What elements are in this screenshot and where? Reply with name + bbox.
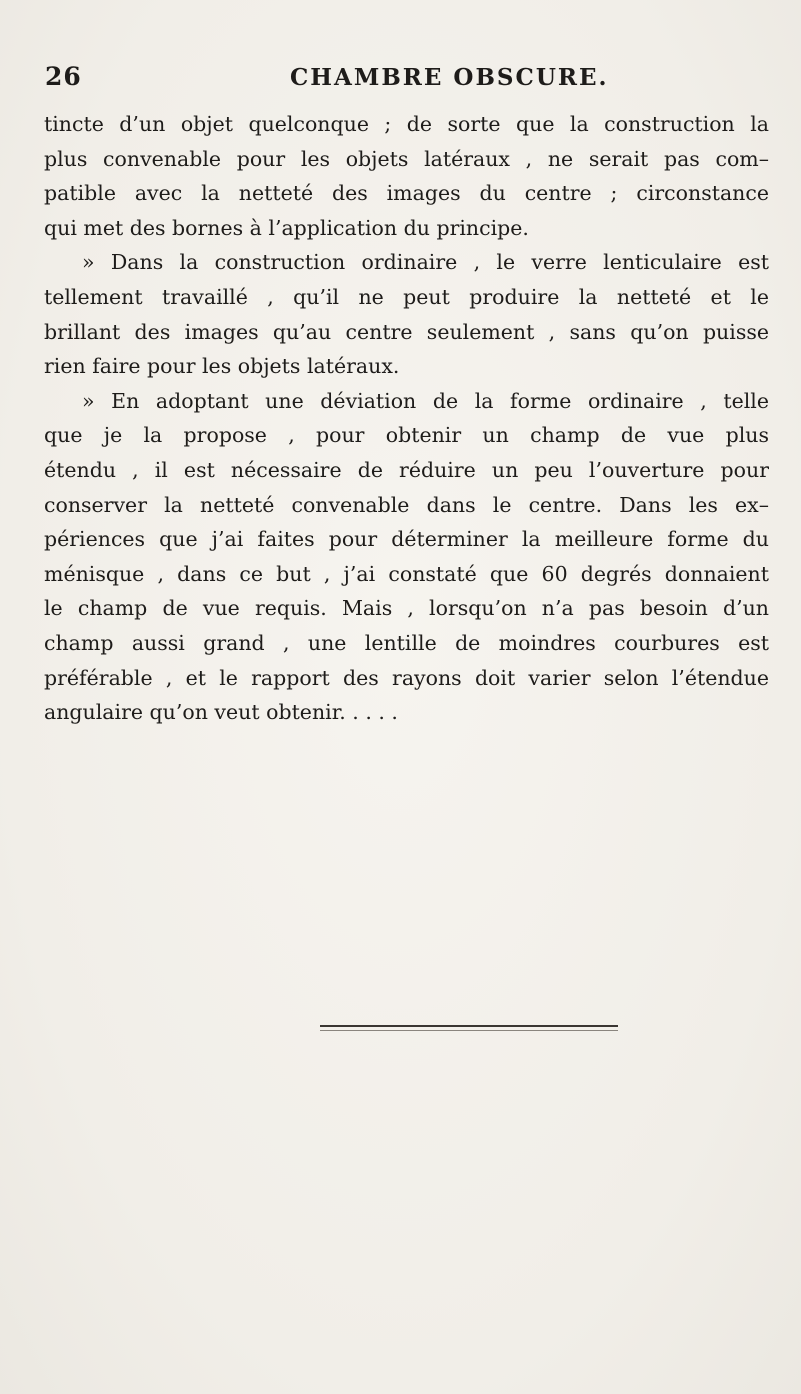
running-head: [0, 62, 801, 98]
text-line: qui met des bornes à l’application du principe.: [44, 215, 529, 240]
running-title: CHAMBRE OBSCURE.: [290, 64, 609, 91]
text-line: ménisque , dans ce but , j’ai constaté que 60 degrés donnaient: [44, 561, 769, 586]
text-line: brillant des images qu’au centre seulement , sans qu’on puisse: [44, 319, 769, 344]
text-line: » En adoptant une déviation de la forme ordinaire , telle: [82, 388, 769, 413]
section-rule-thin: [320, 1030, 618, 1031]
text-line: que je la propose , pour obtenir un champ de vue plus: [44, 423, 769, 448]
text-line: le champ de vue requis. Mais , lorsqu’on n’a pas besoin d’un: [44, 596, 769, 621]
body-text: [44, 107, 769, 730]
text-line: tellement travaillé , qu’il ne peut produire la netteté et le: [44, 284, 769, 309]
text-line: préférable , et le rapport des rayons doit varier selon l’étendue: [44, 665, 769, 690]
page-number: 26: [45, 62, 82, 91]
text-line: périences que j’ai faites pour déterminer la meilleure forme du: [44, 527, 769, 552]
text-line: conserver la netteté convenable dans le centre. Dans les ex–: [44, 492, 769, 517]
text-line: rien faire pour les objets latéraux.: [44, 354, 400, 379]
text-line: étendu , il est nécessaire de réduire un peu l’ouverture pour: [44, 457, 769, 482]
text-line: tincte d’un objet quelconque ; de sorte que la construction la: [44, 112, 769, 136]
text-line: patible avec la netteté des images du centre ; circonstance: [44, 181, 769, 206]
text-line: plus convenable pour les objets latéraux , ne serait pas com–: [44, 146, 769, 171]
section-rule: [320, 1025, 618, 1027]
text-line: » Dans la construction ordinaire , le verre lenticulaire est: [82, 250, 769, 275]
text-line: champ aussi grand , une lentille de moindres courbures est: [44, 630, 769, 655]
text-line: angulaire qu’on veut obtenir. . . . .: [44, 700, 398, 725]
